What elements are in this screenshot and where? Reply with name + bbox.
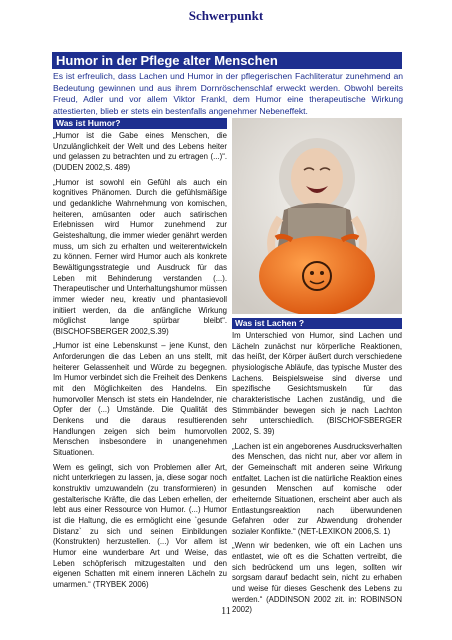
paragraph: „Lachen ist ein angeborenes Ausdrucksverhalten des Menschen, das nicht nur, aber vor allem in der Gemeinschaft mit anderen seine Wirkung entfaltet. Lachen ist die natürliche Reaktion eines gesunden Menschen auf komische oder erheiternde Situationen, erscheint aber auch als Entlastungsreaktion nach überwundenen Gefahren oder zur Abwendung drohender sozialer Konflikte.“ (NET-LEXIKON 2006,S. 1) bbox=[232, 441, 402, 536]
section-header: Schwerpunkt bbox=[188, 8, 264, 23]
left-column bbox=[53, 118, 227, 595]
photo-illustration bbox=[232, 118, 402, 314]
page-number: 11 bbox=[221, 606, 231, 617]
heading-was-ist-humor: Was ist Humor? bbox=[53, 118, 227, 129]
paragraph: „Wenn wir bedenken, wie oft ein Lachen uns entlastet, wie oft es die Schatten vertreibt, die sich bedrückend um uns legen, sollten wir sorgsam darauf bedacht sein, nicht zu erhaben und weise für dieses Geschenk des Lebens zu werden.“ (ADDINSON 2002 zit. in: ROBINSON 2002) bbox=[232, 541, 402, 615]
paragraph: Wem es gelingt, sich von Problemen aller Art, nicht unterkriegen zu lassen, ja, diese sogar noch konstruktiv umzuwandeln (zu transformieren) in gestalterische Kräfte, die das Leben erhellen, der lebt aus einer Ressource von Humor. (...) Humor ist die Haltung, die es ermöglicht eine `gesunde Distanz` zu sich und seinen Einbildungen (Konstrukten) herzustellen. (...) Vor allem ist Humor eine wunderbare Art und Weise, das Leben schöpferisch mitzugestalten und den eigenen Schatten mit einem inneren Lächeln zu umarmen.“ (TRYBEK 2006) bbox=[53, 462, 227, 589]
paragraph: Im Unterschied von Humor, sind Lachen und Lächeln zunächst nur körperliche Reaktionen, das heißt, der Körper äußert durch verschiedene physiologische Abläufe, das typische Muster des Lachens. Beispielsweise sind diverse und spezifische Gesichtsmuskeln für das charakteristische Lachen zuständig, und die Stimmbänder bewegen sich je nach Lachton sehr unterschiedlich. (BISCHOFSBERGER 2002, S. 39) bbox=[232, 331, 402, 436]
article-title: Humor in der Pflege alter Menschen bbox=[52, 52, 402, 69]
paragraph: „Humor ist eine Lebenskunst – jene Kunst, den Anforderungen die das Leben an uns stellt, mit heiterer Gelassenheit und Würde zu begegnen. Im Humor verbindet sich die Freiheit des Denkens mit den Möglichkeiten des Handelns. Ein humorvoller Mensch ist stets ein Handelnder, nie Opfer der (...) Umstände. Die Qualität des Denkens und die daraus resultierenden Handlungen zeigen sich beim humorvollen Menschen insbesondere in unangenehmen Situationen. bbox=[53, 341, 227, 458]
paragraph: „Humor ist die Gabe eines Menschen, die Unzulänglichkeit der Welt und des Lebens heiter und gelassen zu betrachten und zu ertragen (...)“. (DUDEN 2002,S. 489) bbox=[53, 131, 227, 172]
heading-was-ist-lachen: Was ist Lachen ? bbox=[232, 318, 402, 329]
paragraph: „Humor ist sowohl ein Gefühl als auch ein kognitives Phänomen. Durch die gefühlsmäßige und gedankliche Wahrnehmung von komischen, heiteren, amüsanten oder auch satirischen Erlebnissen wird Humor zunehmend zur Geisteshaltung, die immer wieder genährt werden muss, um sich zu erhalten und weiterentwickeln zu können. Ferner wird Humor auch als konkrete Bewältigungsstrategie und Ausdruck für das Leben mit Behinderung verstanden (...). Therapeutischer und Unterhaltungshumor müssen immer wieder neu, kreativ und phantasievoll initiiert werden, da die anfängliche Wirkung möglichst lange spürbar bleibt“. (BISCHOFSBERGER 2002,S.39) bbox=[53, 177, 227, 336]
article-intro: Es ist erfreulich, dass Lachen und Humor in der pflegerischen Fachliteratur zunehmend an Bedeutung gewinnen und aus ihrem Dornröschenschlaf erweckt werden. Obwohl bereits Freud, Adler und vor allem Viktor Frankl, dem Humor eine therapeutische Wirkung attestierten, blieb er stets ein bestenfalls angenehmer Nebeneffekt. bbox=[53, 71, 403, 117]
right-column bbox=[232, 318, 402, 620]
photo-laughing-woman bbox=[232, 118, 402, 314]
